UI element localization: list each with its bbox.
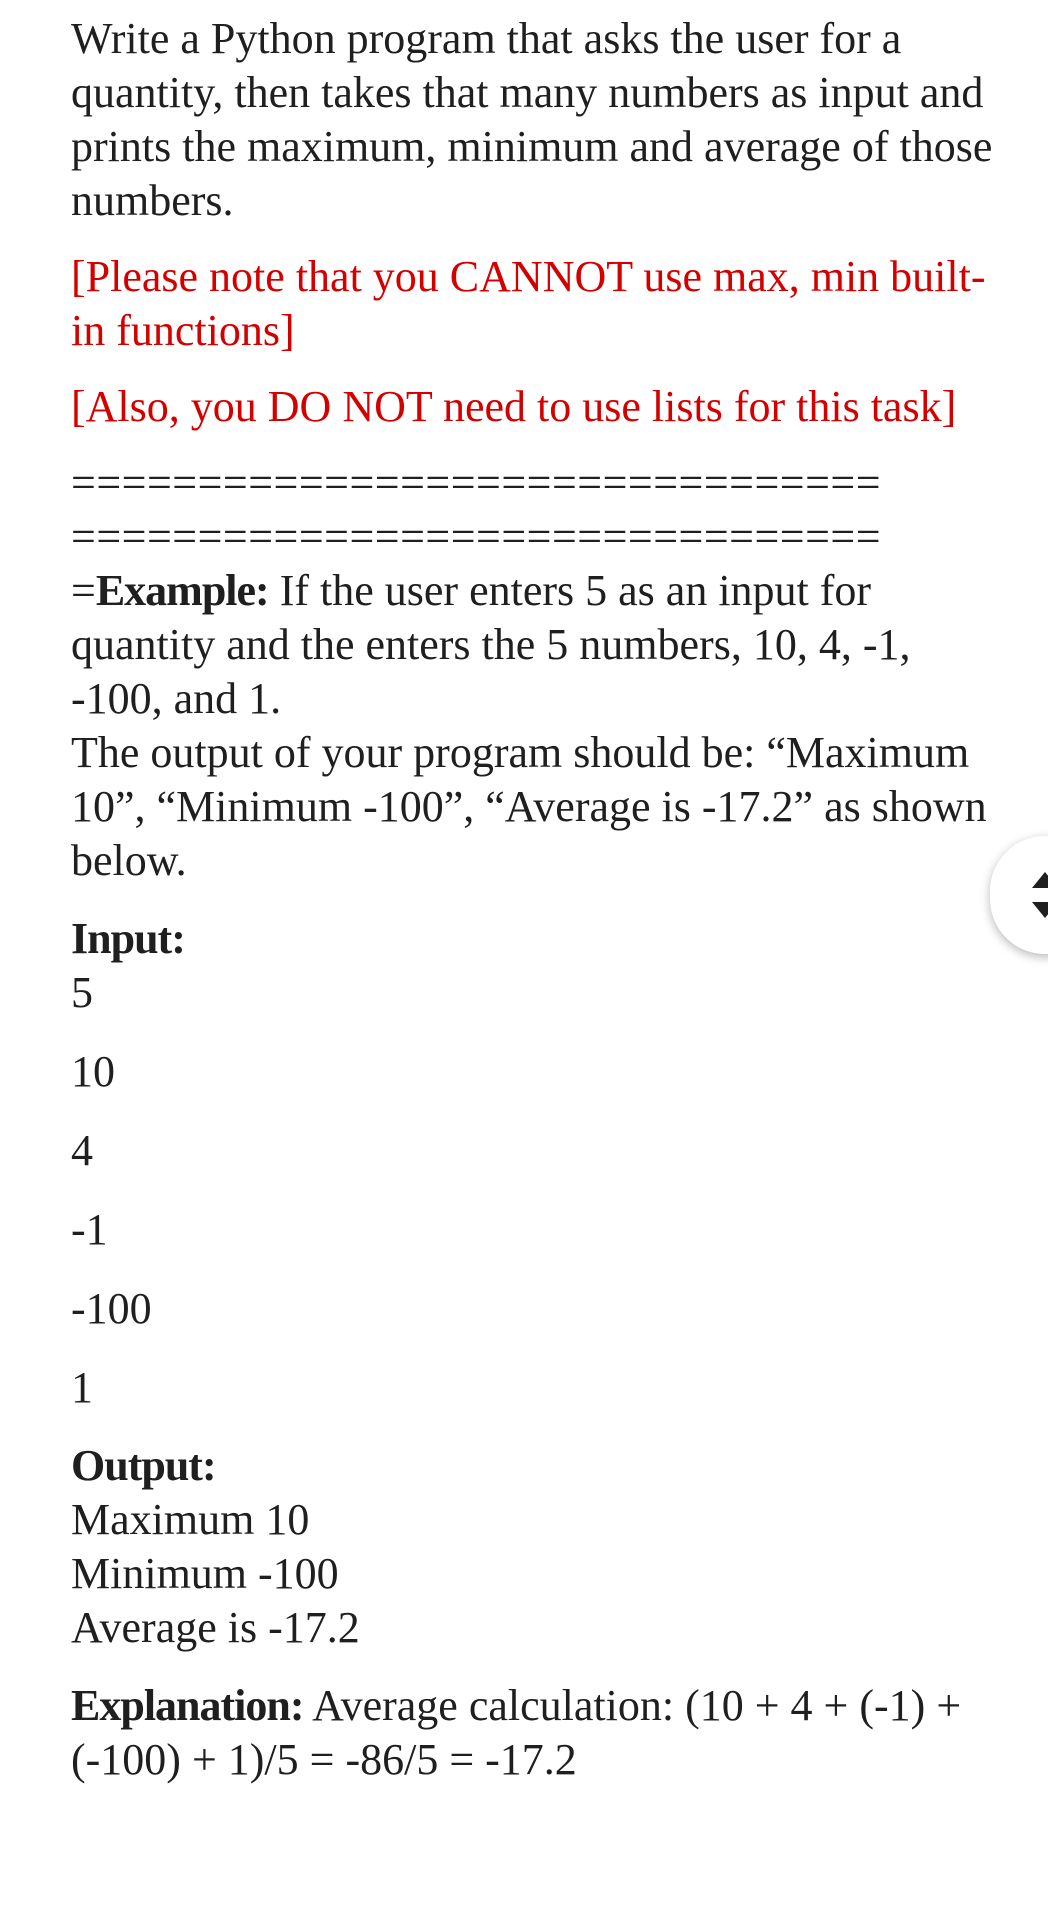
input-value: 1	[71, 1363, 93, 1412]
example-prefix: =	[71, 566, 96, 615]
scroll-up-down-icon	[1030, 866, 1048, 924]
example-text: If the user enters 5 as an input for quantity and the enters the 5 numbers, 10, 4, -1, -100, and 1.	[71, 566, 911, 723]
input-value: 5	[71, 968, 93, 1017]
separator-line-1: ================================	[71, 458, 882, 507]
example-label: Example:	[95, 566, 269, 615]
output-value: Average is -17.2	[71, 1603, 360, 1652]
separator-line-2: ================================	[71, 512, 882, 561]
input-list	[71, 966, 1001, 1415]
input-label: Input:	[71, 914, 185, 963]
note-no-lists: [Also, you DO NOT need to use lists for this task]	[71, 382, 957, 431]
output-description: The output of your program should be: “Maximum 10”, “Minimum -100”, “Average is -17.2” as shown below.	[71, 728, 987, 885]
output-value: Minimum -100	[71, 1549, 339, 1598]
note-no-max-min: [Please note that you CANNOT use max, min built-in functions]	[71, 252, 986, 355]
question-content	[71, 12, 1001, 1787]
separator	[71, 456, 1001, 564]
input-value: -100	[71, 1284, 152, 1333]
question-intro: Write a Python program that asks the user for a quantity, then takes that many numbers as input and prints the maximum, minimum and average of those numbers.	[71, 14, 993, 225]
input-value: 4	[71, 1126, 93, 1175]
output-value: Maximum 10	[71, 1495, 310, 1544]
output-label: Output:	[71, 1441, 216, 1490]
output-list	[71, 1493, 1001, 1655]
explanation-label: Explanation:	[71, 1681, 304, 1730]
explanation-paragraph	[71, 1679, 1001, 1787]
example-paragraph	[71, 564, 1001, 726]
input-value: 10	[71, 1047, 115, 1096]
input-value: -1	[71, 1205, 108, 1254]
explanation-text: Average calculation: (10 + 4 + (-1) + (-100) + 1)/5 = -86/5 = -17.2	[71, 1681, 962, 1784]
